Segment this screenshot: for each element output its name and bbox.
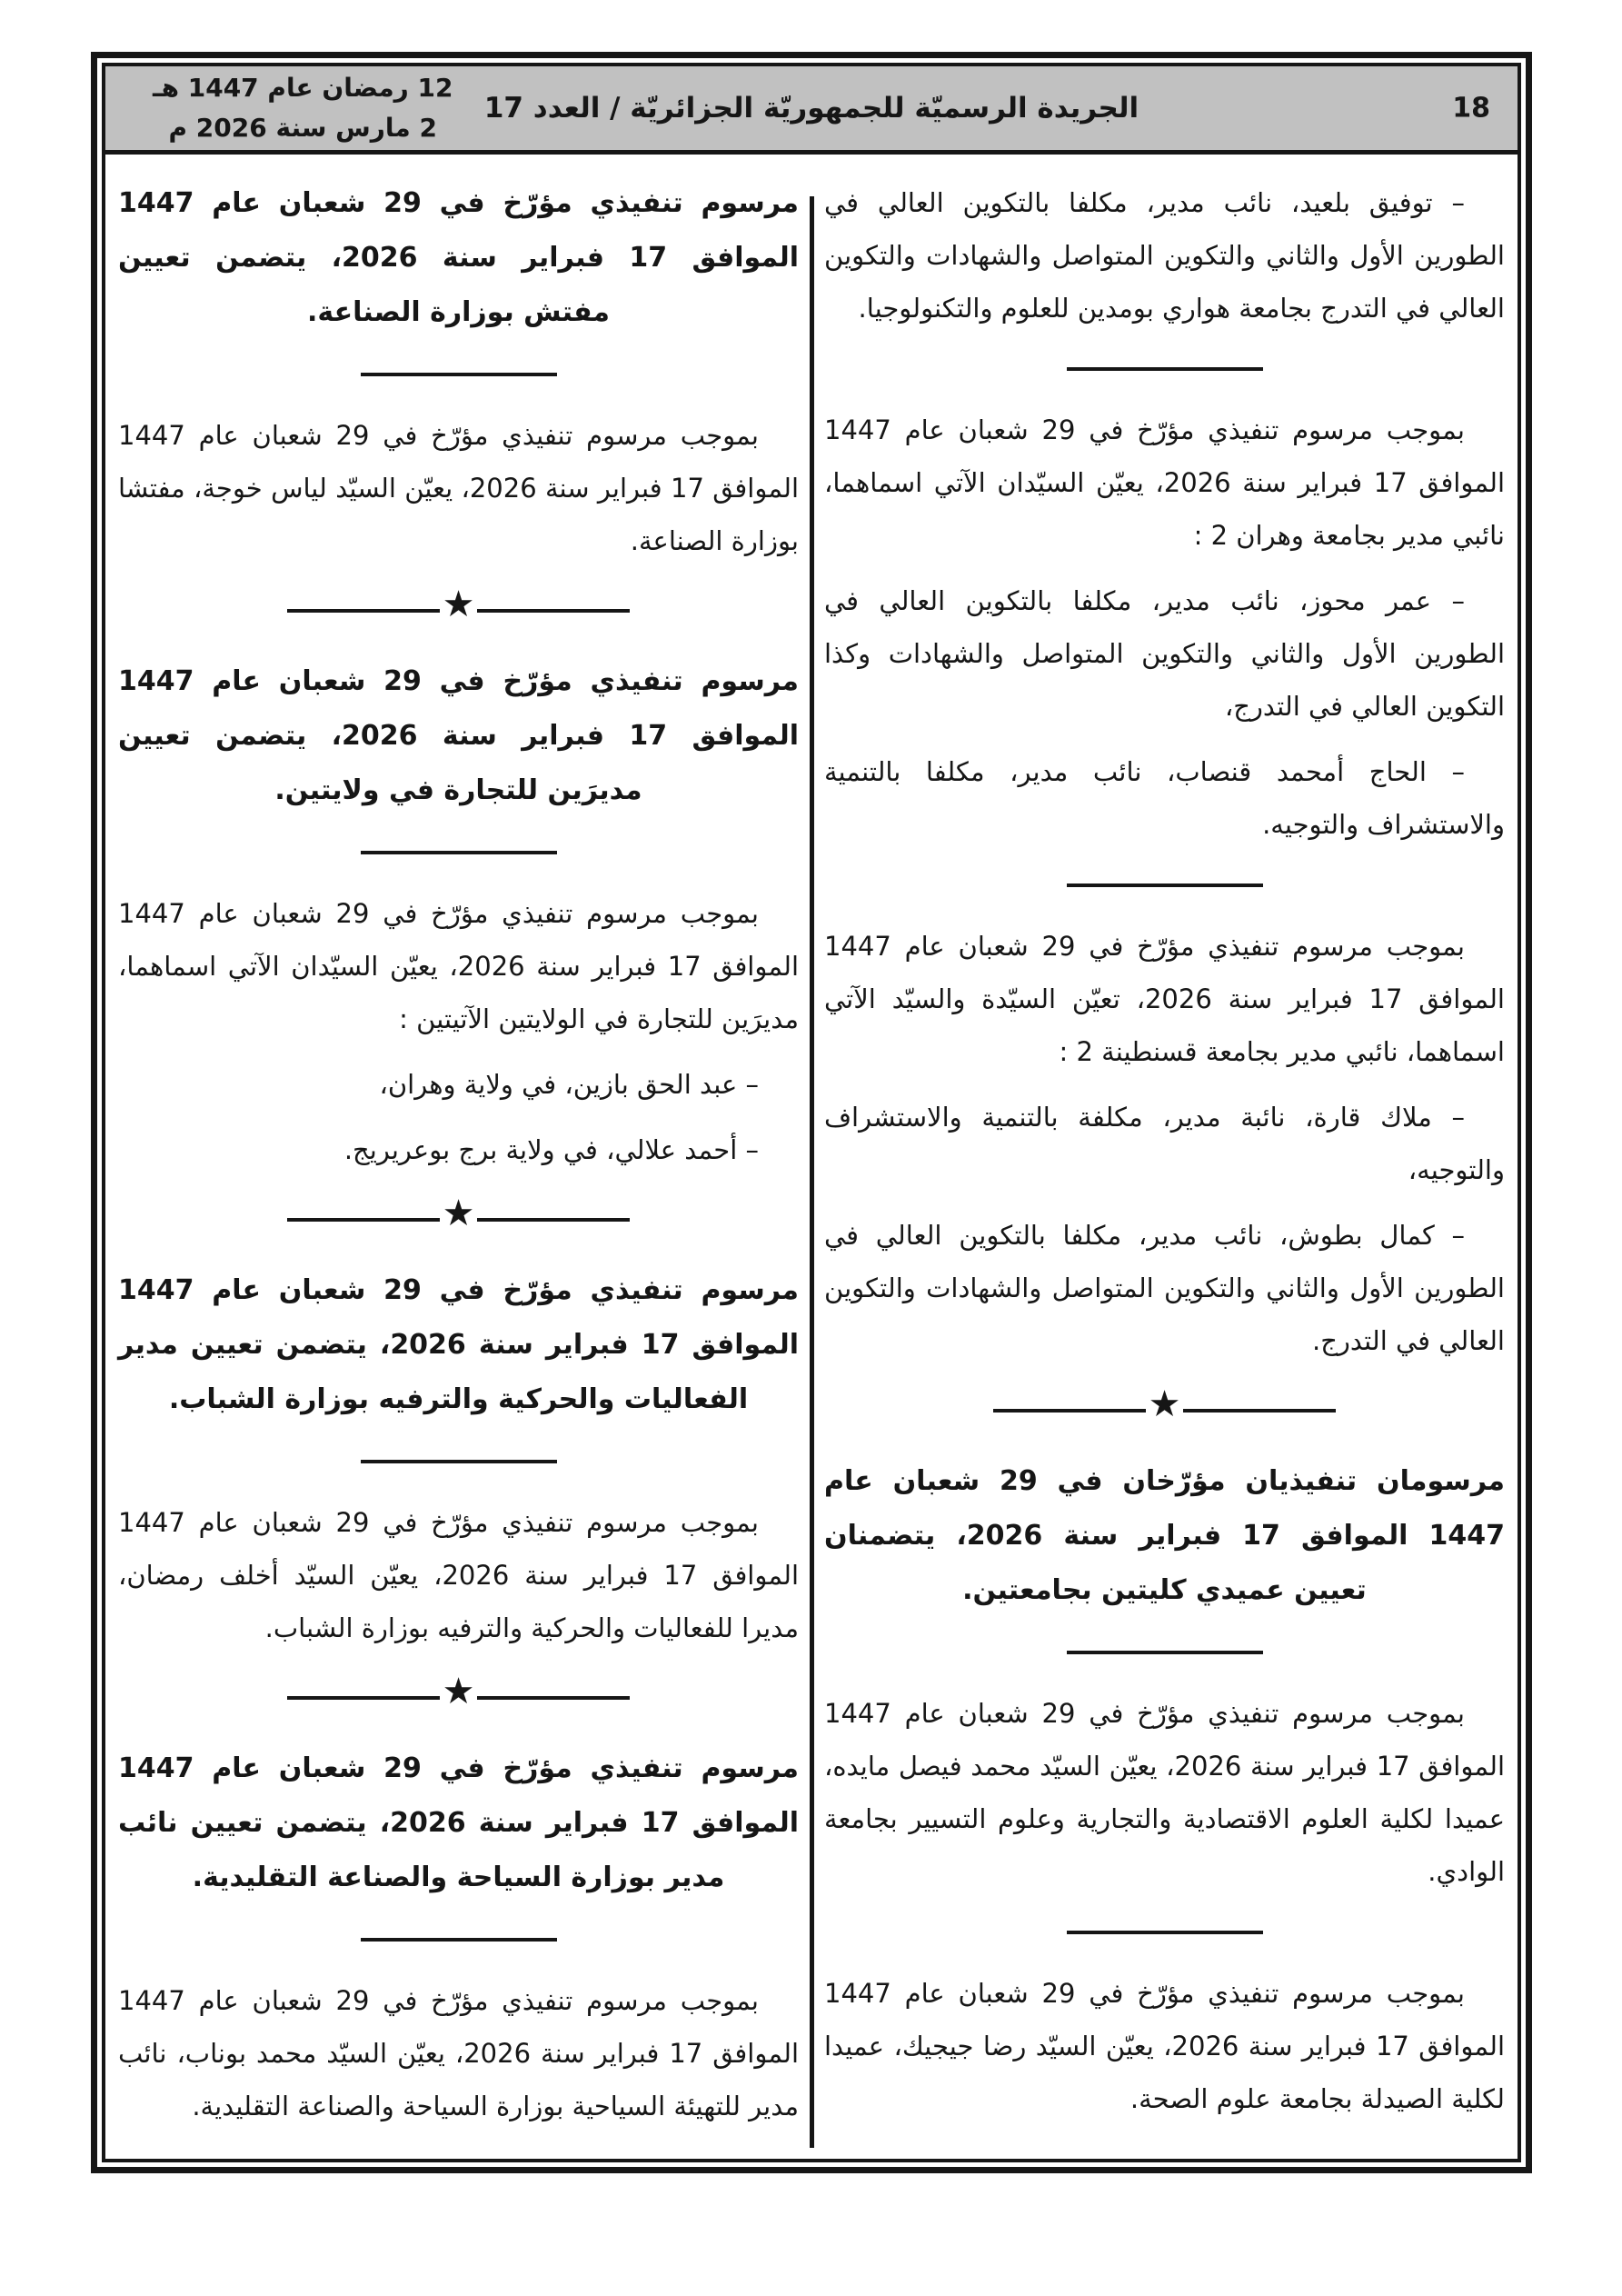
divider-rule (287, 609, 440, 613)
header-band (105, 66, 1518, 155)
decree-paragraph: بموجب مرسوم تنفيذي مؤرّخ في 29 شعبان عام 1447 الموافق 17 فبراير سنة 2026، تعيّن السيّدة والسيّد الآتي اسماهما، نائبي مدير بجامعة قسنطينة 2 : (824, 931, 1505, 1067)
hijri-date: 12 رمضان عام 1447 هـ (153, 73, 453, 103)
decree-heading: مرسوم تنفيذي مؤرّخ في 29 شعبان عام 1447 الموافق 17 فبراير سنة 2026، يتضمن تعيين مفتش بوزارة الصناعة. (118, 187, 799, 328)
appointee-item: – عمر محوز، نائب مدير، مكلفا بالتكوين العالي في الطورين الأول والثاني والتكوين المتواصل والشهادات وكذا التكوين العالي في التدرج، (824, 585, 1505, 722)
star-divider (824, 1383, 1505, 1431)
divider-rule (1183, 1409, 1336, 1413)
star-divider (118, 1671, 799, 1718)
section-divider (1067, 1931, 1263, 1934)
star-icon: ★ (442, 584, 475, 625)
decree-paragraph: بموجب مرسوم تنفيذي مؤرّخ في 29 شعبان عام 1447 الموافق 17 فبراير سنة 2026، يعيّن السيّد رضا جيجيك، عميدا لكلية الصيدلة بجامعة علوم الصحة. (824, 1978, 1505, 2114)
decree-heading: مرسومان تنفيذيان مؤرّخان في 29 شعبان عام 1447 الموافق 17 فبراير سنة 2026، يتضمنان تعيين عميدي كليتين بجامعتين. (824, 1465, 1505, 1606)
decree-paragraph: بموجب مرسوم تنفيذي مؤرّخ في 29 شعبان عام 1447 الموافق 17 فبراير سنة 2026، يعيّن السيّد أخلف رمضان، مديرا للفعاليات والحركية والترفيه بوزارة الشباب. (118, 1507, 799, 1643)
column-divider (810, 196, 814, 2148)
appointee-item: – عبد الحق بازين، في ولاية وهران، (379, 1069, 759, 1100)
journal-title: الجريدة الرسميّة للجمهوريّة الجزائريّة / العدد 17 (483, 92, 1139, 125)
page-content (105, 155, 1518, 2159)
divider-rule (287, 1218, 440, 1222)
page-number: 18 (1452, 92, 1490, 125)
section-divider (361, 851, 557, 854)
decree-paragraph: بموجب مرسوم تنفيذي مؤرّخ في 29 شعبان عام 1447 الموافق 17 فبراير سنة 2026، يعيّن السيّد لياس خوجة، مفتشا بوزارة الصناعة. (118, 420, 799, 556)
star-divider (118, 584, 799, 631)
star-icon: ★ (442, 1193, 475, 1234)
issue-dates (153, 68, 453, 148)
star-icon: ★ (442, 1671, 475, 1712)
star-icon: ★ (1148, 1383, 1181, 1425)
appointee-item: – أحمد علالي، في ولاية برج بوعريريج. (343, 1134, 759, 1165)
section-divider (1067, 367, 1263, 371)
page-frame (91, 52, 1532, 2173)
divider-rule (477, 1218, 630, 1222)
decree-paragraph: بموجب مرسوم تنفيذي مؤرّخ في 29 شعبان عام 1447 الموافق 17 فبراير سنة 2026، يعيّن السيّدان الآتي اسماهما، نائبي مدير بجامعة وهران 2 : (824, 414, 1506, 551)
appointee-item: – كمال بطوش، نائب مدير، مكلفا بالتكوين العالي في الطورين الأول والثاني والتكوين المتواصل والشهادات والتكوين العالي في التدرج. (824, 1220, 1505, 1356)
section-divider (1067, 1651, 1263, 1654)
star-divider (118, 1193, 799, 1240)
column-left (105, 155, 811, 2159)
decree-heading: مرسوم تنفيذي مؤرّخ في 29 شعبان عام 1447 الموافق 17 فبراير سنة 2026، يتضمن تعيين نائب مدير بوزارة السياحة والصناعة التقليدية. (118, 1752, 799, 1893)
section-divider (361, 373, 557, 376)
decree-paragraph: بموجب مرسوم تنفيذي مؤرّخ في 29 شعبان عام 1447 الموافق 17 فبراير سنة 2026، يعيّن السيّد محمد فيصل مايده، عميدا لكلية العلوم الاقتصادية والتجارية وعلوم التسيير بجامعة الوادي. (824, 1698, 1506, 1887)
decree-heading: مرسوم تنفيذي مؤرّخ في 29 شعبان عام 1447 الموافق 17 فبراير سنة 2026، يتضمن تعيين مديرَين للتجارة في ولايتين. (118, 665, 799, 806)
section-divider (361, 1938, 557, 1942)
section-divider (1067, 883, 1263, 887)
page-inner-frame (102, 63, 1521, 2162)
divider-rule (477, 1696, 630, 1700)
divider-rule (477, 609, 630, 613)
decree-paragraph: بموجب مرسوم تنفيذي مؤرّخ في 29 شعبان عام 1447 الموافق 17 فبراير سنة 2026، يعيّن السيّدان الآتي اسماهما، مديرَين للتجارة في الولايتين الآتيتين : (118, 898, 800, 1034)
appointee-item: – ملاك قارة، نائبة مدير، مكلفة بالتنمية والاستشراف والتوجيه، (824, 1102, 1505, 1185)
column-right (811, 155, 1518, 2159)
section-divider (361, 1460, 557, 1463)
decree-paragraph: بموجب مرسوم تنفيذي مؤرّخ في 29 شعبان عام 1447 الموافق 17 فبراير سنة 2026، يعيّن السيّد محمد بوناب، نائب مدير للتهيئة السياحية بوزارة السياحة والصناعة التقليدية. (118, 1985, 799, 2121)
divider-rule (993, 1409, 1146, 1413)
decree-heading: مرسوم تنفيذي مؤرّخ في 29 شعبان عام 1447 الموافق 17 فبراير سنة 2026، يتضمن تعيين مدير الفعاليات والحركية والترفيه بوزارة الشباب. (118, 1274, 799, 1415)
appointee-item: – الحاج أمحمد قنصاب، نائب مدير، مكلفا بالتنمية والاستشراف والتوجيه. (824, 756, 1505, 840)
appointee-item: – توفيق بلعيد، نائب مدير، مكلفا بالتكوين العالي في الطورين الأول والثاني والتكوين المتواصل والشهادات والتكوين العالي في التدرج بجامعة هواري بومدين للعلوم والتكنولوجيا. (824, 187, 1505, 324)
divider-rule (287, 1696, 440, 1700)
gregorian-date: 2 مارس سنة 2026 م (168, 113, 437, 143)
